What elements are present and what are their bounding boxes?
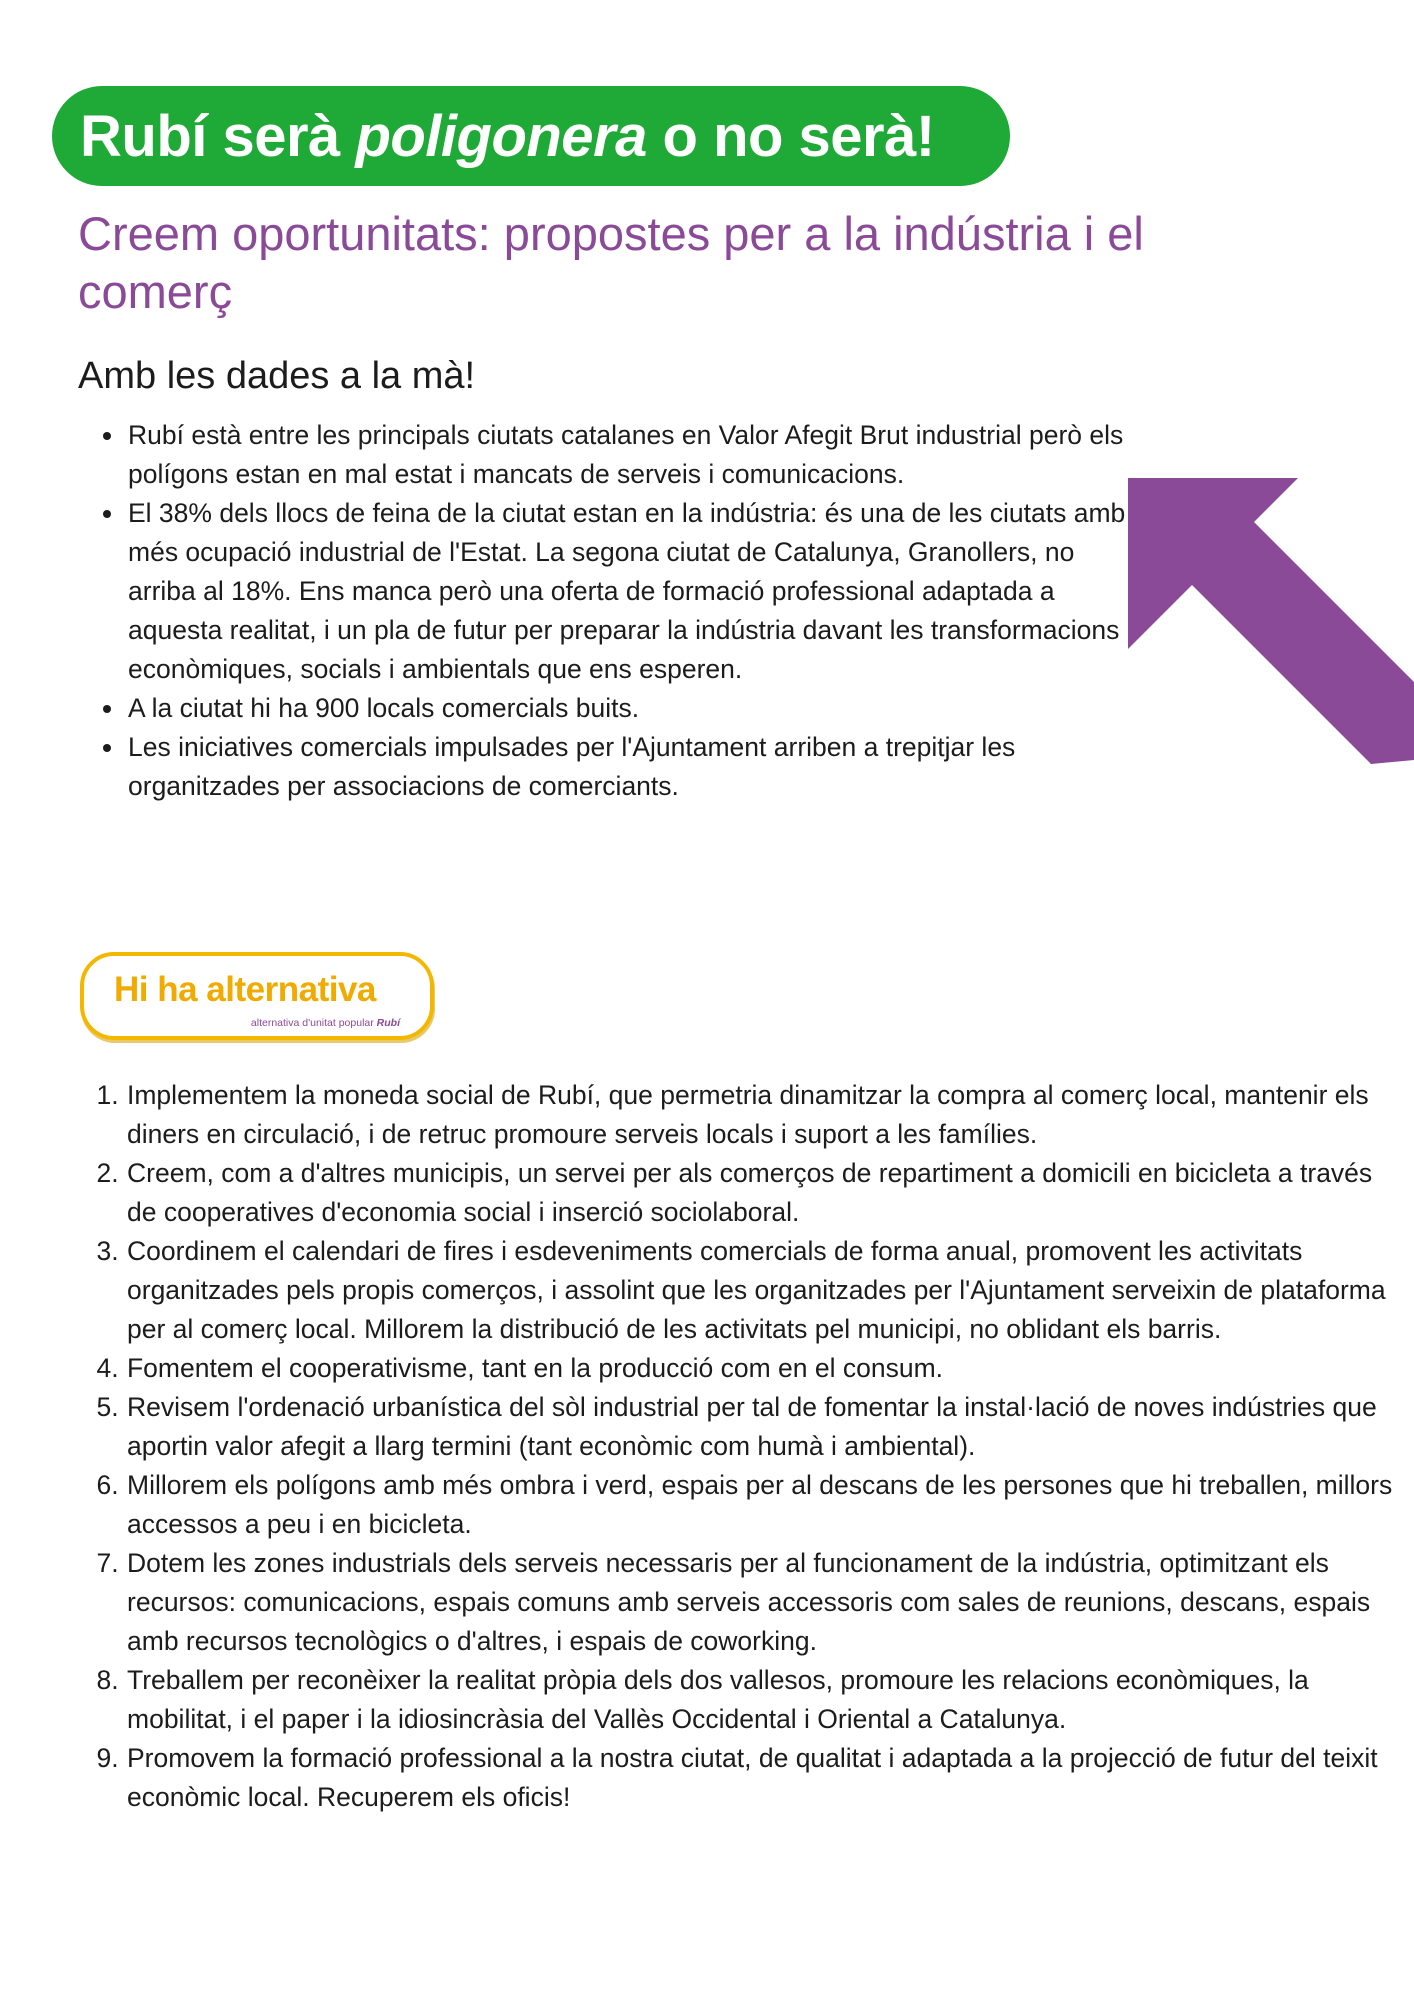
list-item: 9. Promovem la formació professional a la nostra ciutat, de qualitat i adaptada a la projecció de futur del teixit econòmic local. Recuperem els oficis! [126, 1739, 1406, 1817]
list-item: 6. Millorem els polígons amb més ombra i verd, espais per al descans de les persones que hi treballen, millors accessos a peu i en bicicleta. [126, 1466, 1406, 1544]
title-emphasis: poligonera [355, 103, 647, 169]
logo-tagline-text: alternativa d'unitat popular [250, 1017, 377, 1029]
list-item: 8. Treballem per reconèixer la realitat pròpia dels dos vallesos, promoure les relacions econòmiques, la mobilitat, i el paper i la idiosincràsia del Vallès Occidental i Oriental a Catalunya. [126, 1661, 1406, 1739]
title-banner [52, 86, 1010, 186]
arrow-up-left-icon [1128, 478, 1414, 764]
page-subtitle: Creem oportunitats: propostes per a la indústria i el comerç [78, 207, 1144, 318]
list-item: • Rubí està entre les principals ciutats catalanes en Valor Afegit Brut industrial però els polígons estan en mal estat i mancats de serveis i comunicacions. [126, 416, 1146, 494]
list-item: • El 38% dels llocs de feina de la ciutat estan en la indústria: és una de les ciutats amb més ocupació industrial de l'Estat. La segona ciutat de Catalunya, Granollers, no arriba al 18%. Ens manca però una oferta de formació professional adaptada a aquesta realitat, i un pla de futur per preparar la indústria davant les transformacions econòmiques, socials i ambientals que ens esperen. [126, 494, 1146, 689]
list-item: 3. Coordinem el calendari de fires i esdeveniments comercials de forma anual, promovent les activitats organitzades pels propis comerços, i assolint que les organitzades per l'Ajuntament serveixin de plataforma per al comerç local. Millorem la distribució de les activitats pel municipi, no oblidant els barris. [126, 1232, 1406, 1349]
hi-ha-alternativa-logo [80, 952, 434, 1040]
list-item: • Les iniciatives comercials impulsades per l'Ajuntament arriben a trepitjar les organitzades per associacions de comerciants. [126, 728, 1146, 806]
title-part-1: Rubí serà [80, 103, 356, 169]
list-item: • A la ciutat hi ha 900 locals comercials buits. [126, 689, 1146, 728]
list-item: 4. Fomentem el cooperativisme, tant en la producció com en el consum. [126, 1349, 1406, 1388]
list-item: 5. Revisem l'ordenació urbanística del sòl industrial per tal de fomentar la instal·lació de noves indústries que aportin valor afegit a llarg termini (tant econòmic com humà i ambiental). [126, 1388, 1406, 1466]
page-title [80, 103, 935, 170]
title-part-2: o no serà! [646, 103, 935, 169]
list-item: 2. Creem, com a d'altres municipis, un servei per als comerços de repartiment a domicili en bicicleta a través de cooperatives d'economia social i inserció sociolaboral. [126, 1154, 1406, 1232]
proposals-list [80, 1076, 1406, 1817]
logo-tagline-name: Rubí [376, 1017, 400, 1029]
logo-tagline [251, 1017, 400, 1029]
logo-text: Hi ha alternativa [114, 970, 376, 1009]
data-section-heading: Amb les dades a la mà! [78, 355, 476, 397]
list-item: 1. Implementem la moneda social de Rubí, que permetria dinamitzar la compra al comerç local, mantenir els diners en circulació, i de retruc promoure serveis locals i suport a les famílies. [126, 1076, 1406, 1154]
data-bullet-list [78, 416, 1146, 806]
list-item: 7. Dotem les zones industrials dels serveis necessaris per al funcionament de la indústria, optimitzant els recursos: comunicacions, espais comuns amb serveis accessoris com sales de reunions, descans, espais amb recursos tecnològics o d'altres, i espais de coworking. [126, 1544, 1406, 1661]
